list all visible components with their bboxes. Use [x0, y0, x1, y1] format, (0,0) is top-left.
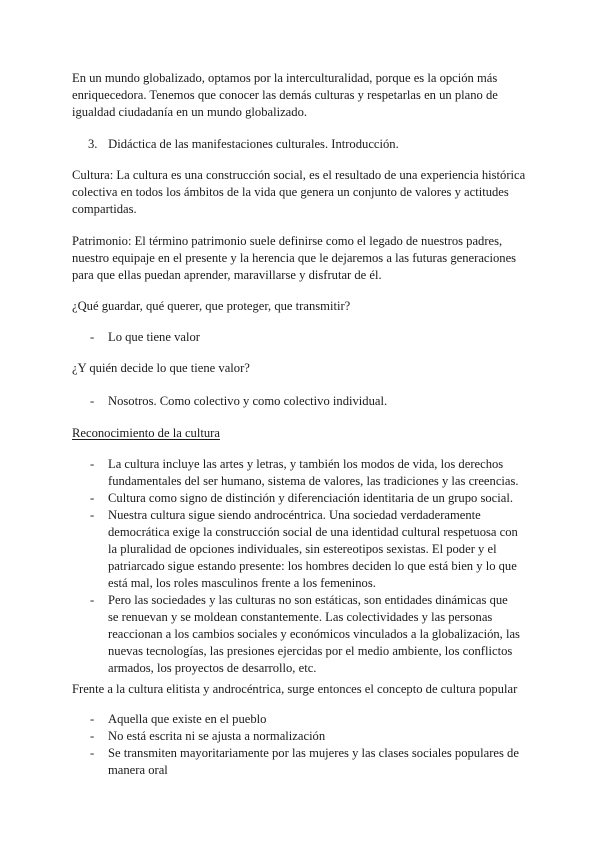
dash-bullet: -: [90, 491, 95, 505]
list-item: [90, 745, 520, 779]
section-number: 3.: [88, 137, 98, 151]
list-item: [90, 728, 520, 745]
list-item-text: Aquella que existe en el pueblo: [108, 712, 267, 726]
list-item: [90, 490, 520, 507]
recognition-list: [0, 456, 600, 677]
list-item-text: Cultura como signo de distinción y diferenciación identitaria de un grupo social.: [108, 491, 513, 505]
intro-paragraph: En un mundo globalizado, optamos por la interculturalidad, porque es la opción más enriquecedora. Tenemos que conocer las demás culturas y respetarlas en un plano de igualdad ciudadanía en un mundo globalizado.: [72, 71, 498, 119]
question-1: ¿Qué guardar, qué querer, que proteger, que transmitir?: [72, 299, 351, 313]
list-item-text: Pero las sociedades y las culturas no son estáticas, son entidades dinámicas que se renuevan y se moldean constantemente. Las colectividades y las personas reaccionan a los cambios sociales y económicos vinculados a la globalización, las nuevas tecnologías, las presiones ejercidas por el medio ambiente, los conflictos armados, los proyectos de desarrollo, etc.: [108, 593, 520, 675]
dash-bullet: -: [90, 729, 95, 743]
patrimonio-paragraph: Patrimonio: El término patrimonio suele definirse como el legado de nuestros padres, nuestro equipaje en el presente y la herencia que le dejaremos a las futuras generaciones para que ellas puedan aprender, maravillarse y disfrutar de él.: [72, 234, 517, 282]
list-item: [90, 592, 520, 677]
dash-bullet: -: [90, 712, 95, 726]
list-item: [90, 507, 520, 592]
answer-1-list: [0, 329, 600, 346]
answer-2-list: [0, 393, 600, 410]
popular-intro: Frente a la cultura elitista y androcéntrica, surge entonces el concepto de cultura popular: [72, 682, 518, 696]
question-2: ¿Y quién decide lo que tiene valor?: [72, 361, 250, 375]
list-item: [90, 711, 520, 728]
section-title: Didáctica de las manifestaciones culturales. Introducción.: [108, 137, 399, 151]
list-item-text: Nosotros. Como colectivo y como colectivo individual.: [108, 394, 388, 408]
dash-bullet: -: [90, 457, 95, 471]
list-item: [90, 393, 520, 410]
list-item-text: Lo que tiene valor: [108, 330, 200, 344]
dash-bullet: -: [90, 394, 95, 408]
dash-bullet: -: [90, 746, 95, 760]
list-item: [90, 456, 520, 490]
list-item-text: No está escrita ni se ajusta a normalización: [108, 729, 326, 743]
popular-list: [0, 711, 600, 779]
section-heading: [88, 136, 528, 153]
list-item-text: Nuestra cultura sigue siendo androcéntrica. Una sociedad verdaderamente democrática exige la construcción social de una identidad cultural respetuosa con la pluralidad de opciones individuales, sin estereotipos sexistas. El poder y el patriarcado sigue estando presente: los hombres deciden lo que está bien y lo que está mal, los roles masculinos frente a los femeninos.: [108, 508, 518, 590]
dash-bullet: -: [90, 593, 95, 607]
list-item-text: La cultura incluye las artes y letras, y también los modos de vida, los derechos fundamentales del ser humano, sistema de valores, las tradiciones y las creencias.: [108, 457, 519, 488]
subheading-reconocimiento: Reconocimiento de la cultura: [72, 426, 220, 440]
list-item: [90, 329, 520, 346]
cultura-paragraph: Cultura: La cultura es una construcción social, es el resultado de una experiencia histórica colectiva en todos los ámbitos de la vida que genera un conjunto de valores y actitudes compartidas.: [72, 168, 526, 216]
list-item-text: Se transmiten mayoritariamente por las mujeres y las clases sociales populares de manera oral: [108, 746, 519, 777]
dash-bullet: -: [90, 508, 95, 522]
dash-bullet: -: [90, 330, 95, 344]
